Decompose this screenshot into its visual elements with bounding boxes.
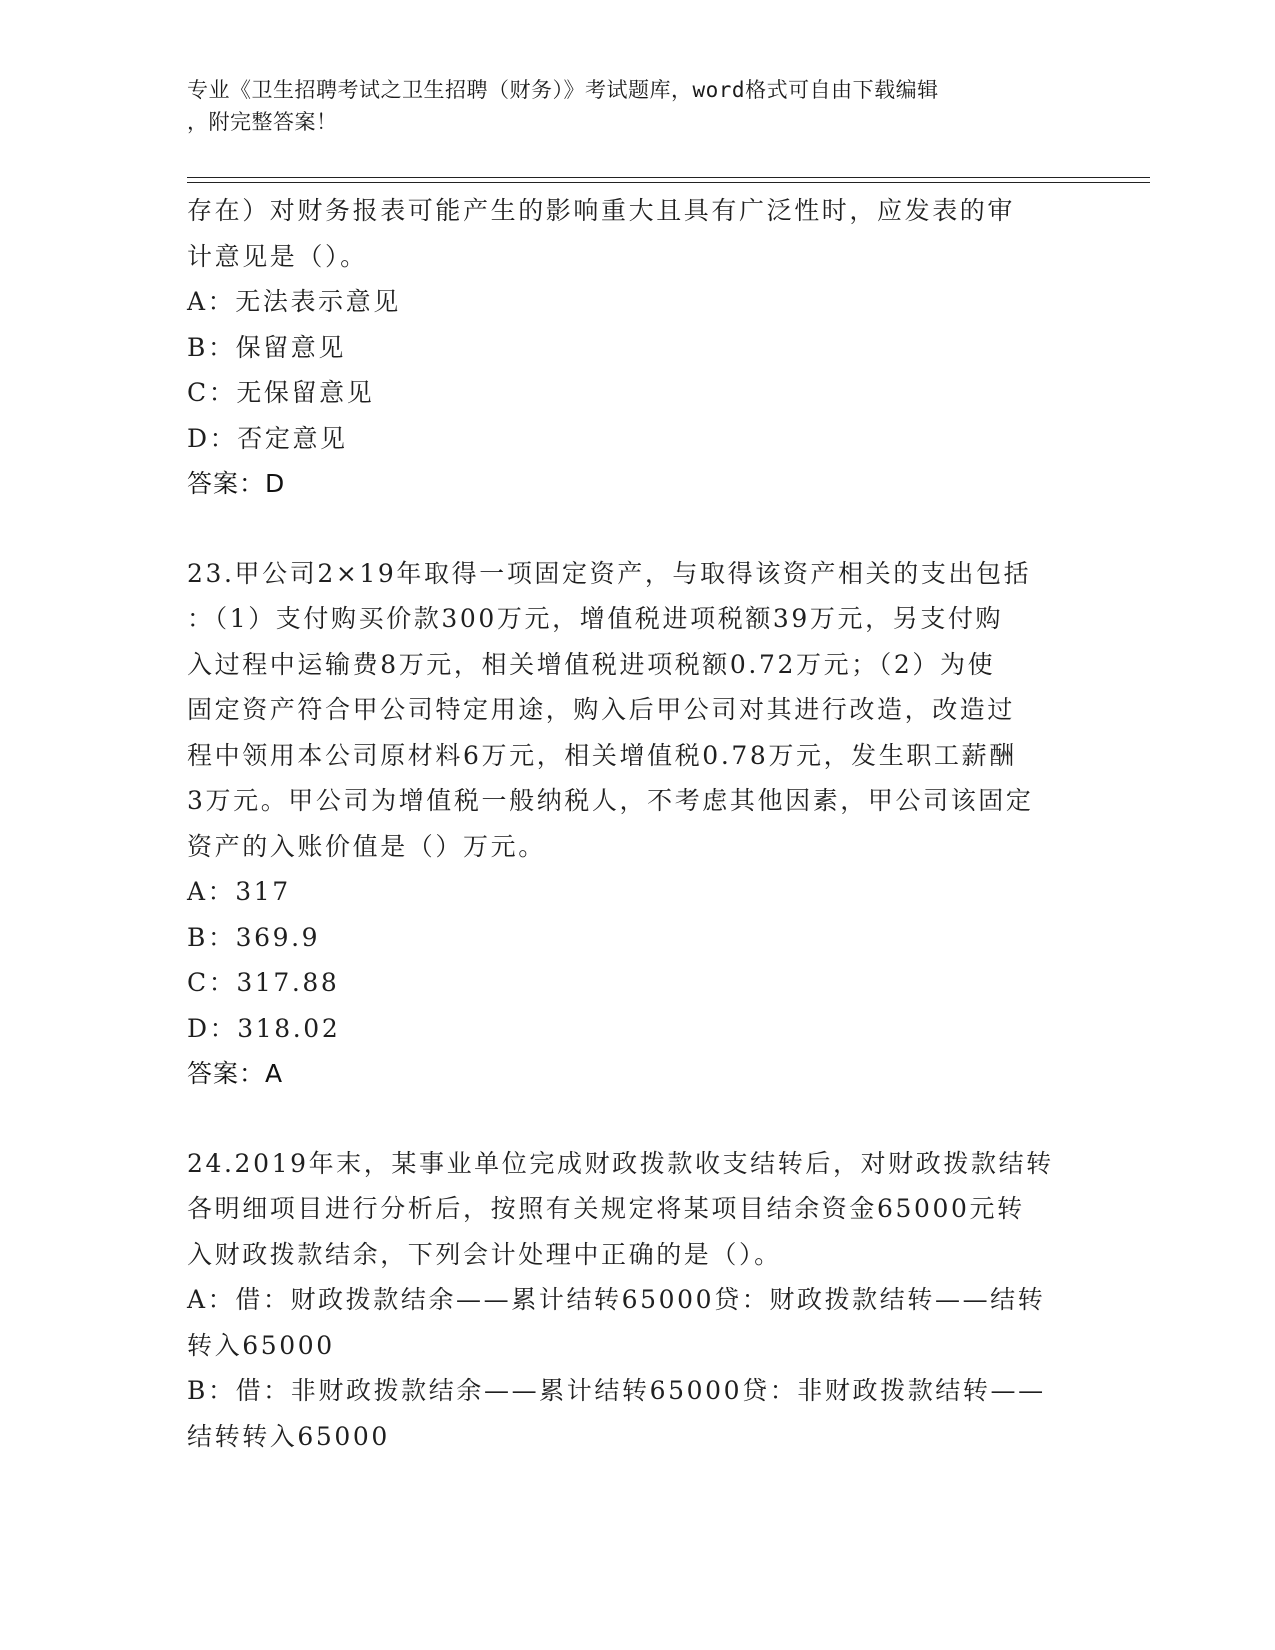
option-b: B：保留意见 [187,332,346,362]
question-text-line: 24.2019年末，某事业单位完成财政拨款收支结转后，对财政拨款结转 [187,1148,1054,1178]
option-a-continued: 转入65000 [187,1330,335,1360]
document-body [187,188,1087,1459]
option-b: B：369.9 [187,922,321,952]
answer-line: 答案：D [187,469,286,498]
option-d: D：318.02 [187,1013,341,1043]
question-text-line: 资产的入账价值是（）万元。 [187,831,546,861]
option-a: A：317 [187,877,291,906]
question-23 [187,551,1087,1097]
question-text-line: 入过程中运输费8万元，相关增值税进项税额0.72万元；（2）为使 [187,649,996,679]
question-22 [187,188,1087,507]
question-text-line: 程中领用本公司原材料6万元，相关增值税0.78万元，发生职工薪酬 [187,740,1017,770]
option-b: B：借：非财政拨款结余——累计结转65000贷：非财政拨款结转—— [187,1376,1046,1405]
option-d: D：否定意见 [187,423,348,453]
option-a: A：无法表示意见 [187,287,401,316]
option-b-continued: 结转转入65000 [187,1421,390,1451]
header-divider-bottom [187,182,1150,183]
document-header [187,74,1067,138]
question-text-line: 23.甲公司2×19年取得一项固定资产，与取得该资产相关的支出包括 [187,558,1032,588]
header-title-line-2: ，附完整答案！ [187,110,338,134]
option-a: A：借：财政拨款结余——累计结转65000贷：财政拨款结转——结转 [187,1285,1046,1314]
question-text-line: 3万元。甲公司为增值税一般纳税人，不考虑其他因素，甲公司该固定 [187,786,1034,815]
question-text-line: ：（1）支付购买价款300万元，增值税进项税额39万元，另支付购 [187,604,1004,633]
header-title-line-1: 专业《卫生招聘考试之卫生招聘（财务）》考试题库，word格式可自由下载编辑 [187,78,939,102]
option-c: C：无保留意见 [187,378,375,407]
header-divider-top [187,177,1150,178]
question-text-line: 存在）对财务报表可能产生的影响重大且具有广泛性时，应发表的审 [187,196,1016,225]
question-text-line: 固定资产符合甲公司特定用途，购入后甲公司对其进行改造，改造过 [187,695,1016,724]
option-c: C：317.88 [187,968,340,997]
question-text-line: 各明细项目进行分析后，按照有关规定将某项目结余资金65000元转 [187,1194,1025,1223]
answer-line: 答案：A [187,1059,284,1088]
question-text-line: 计意见是（）。 [187,241,368,271]
question-24 [187,1141,1087,1460]
question-text-line: 入财政拨款结余，下列会计处理中正确的是（）。 [187,1239,782,1269]
